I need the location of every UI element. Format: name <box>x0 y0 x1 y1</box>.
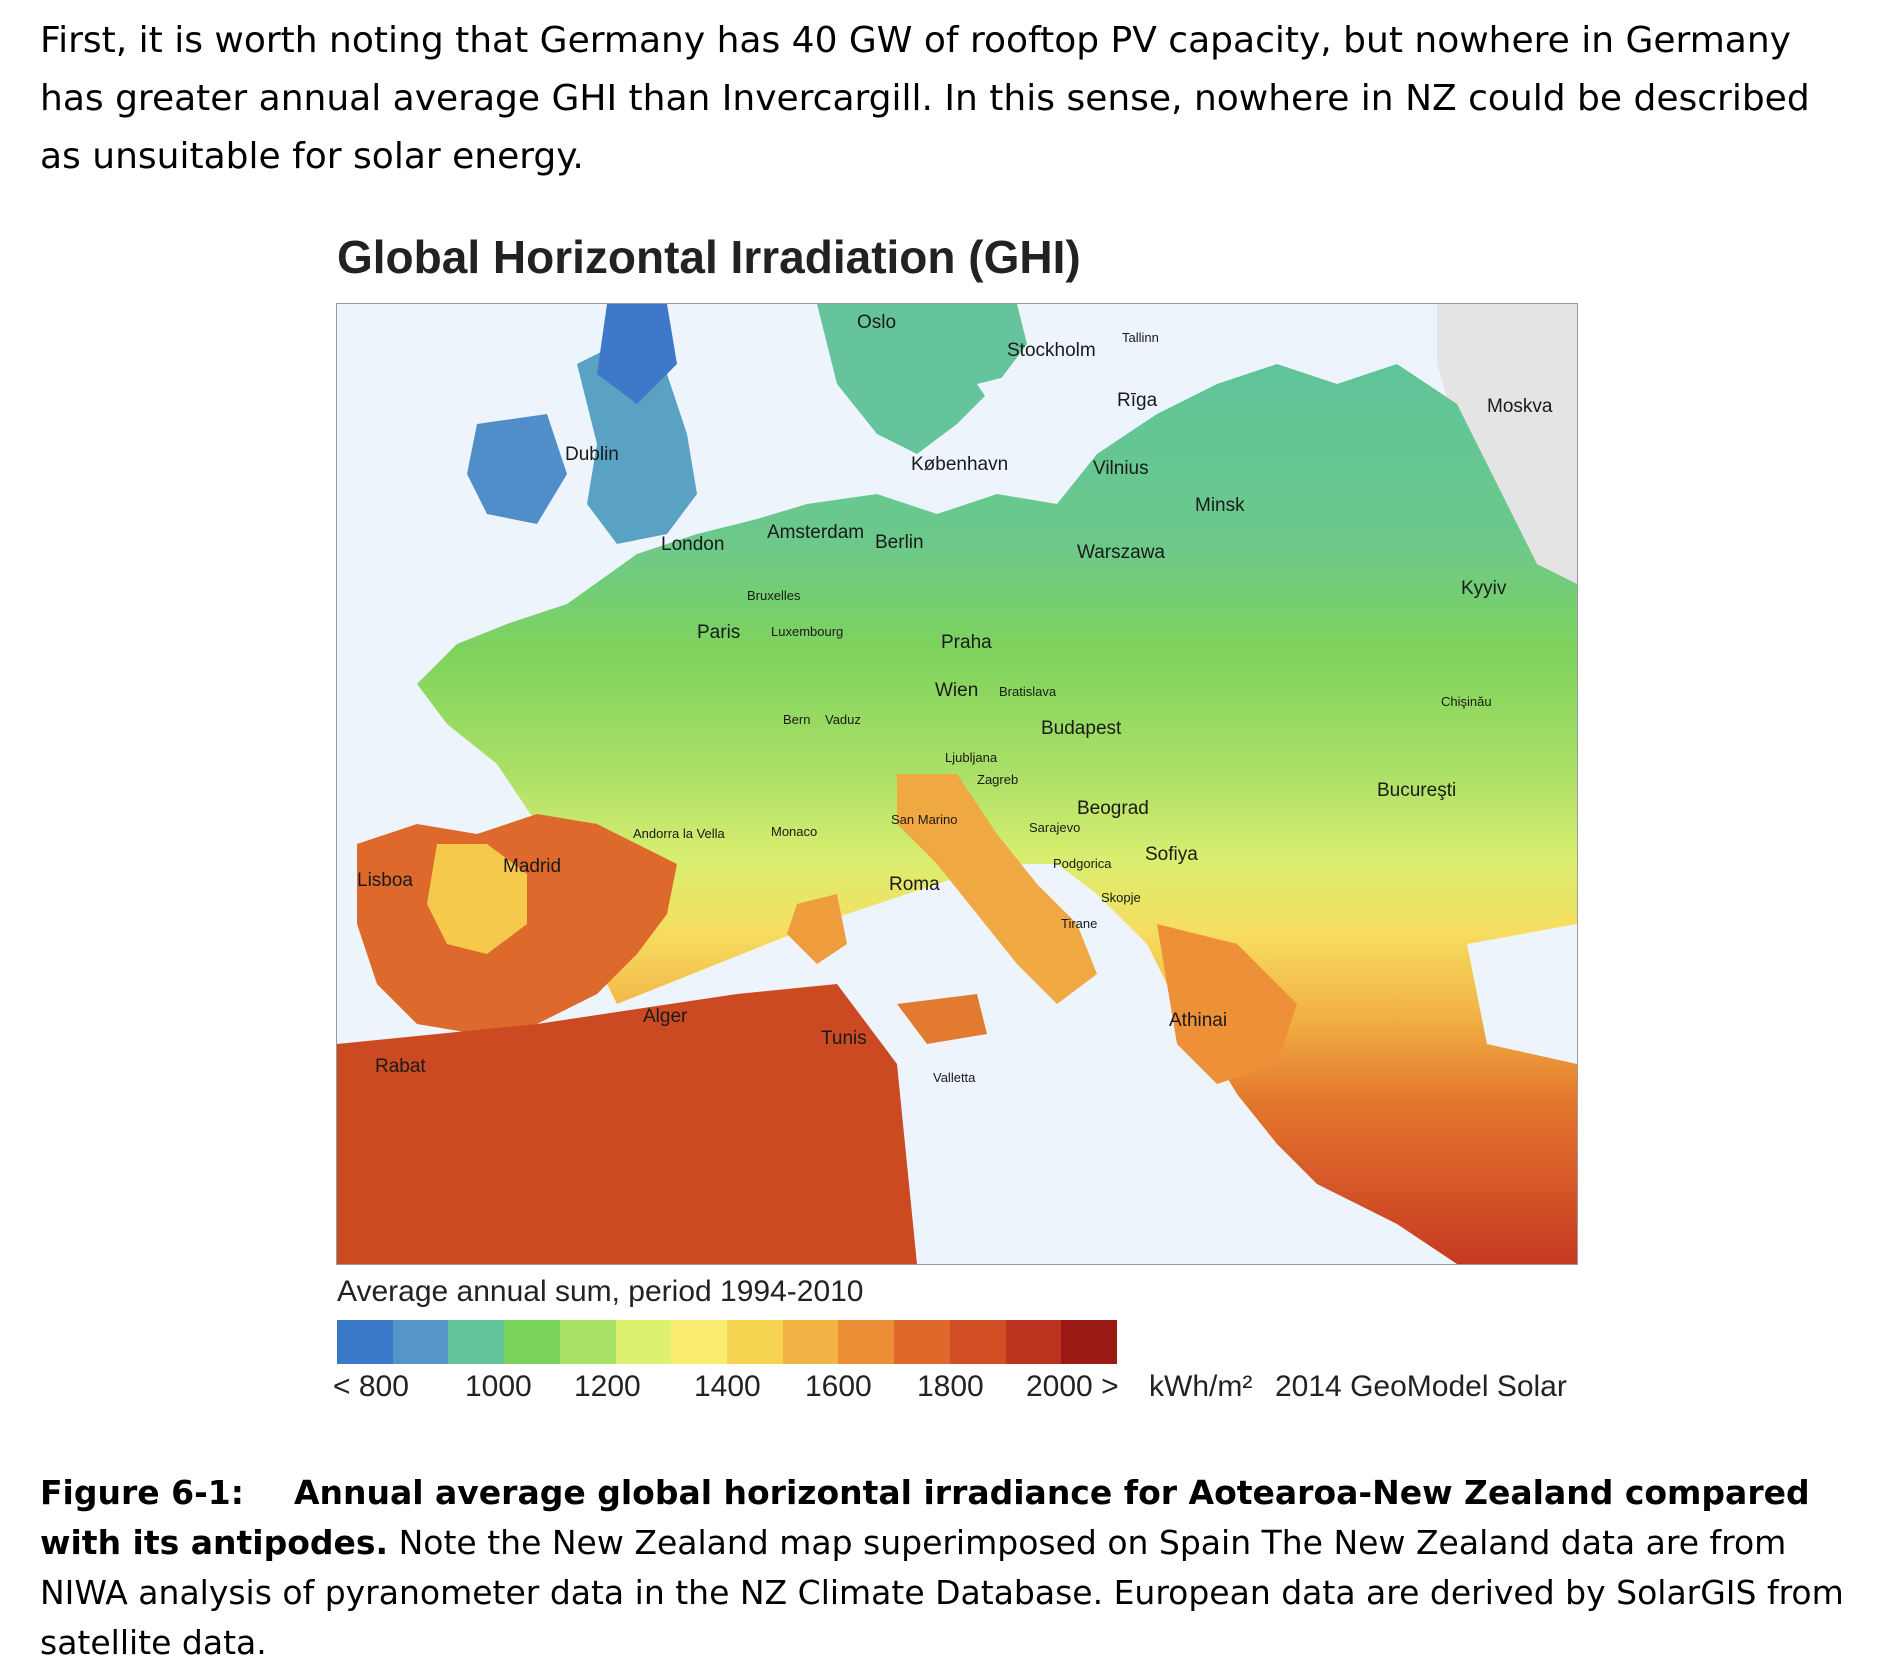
legend-swatch <box>560 1320 616 1364</box>
legend-tick-labels <box>333 1370 1633 1410</box>
legend-tick: 1200 <box>574 1370 641 1403</box>
city-san-marino: San Marino <box>891 812 958 827</box>
legend-swatch <box>448 1320 504 1364</box>
city-tirane: Tirane <box>1061 916 1098 931</box>
legend-swatch <box>783 1320 839 1364</box>
city-minsk: Minsk <box>1195 495 1245 516</box>
legend-tick: 2000 > <box>1026 1370 1119 1403</box>
ghi-map <box>336 303 1578 1265</box>
city-tunis: Tunis <box>821 1028 867 1049</box>
city-chisinau: Chişinău <box>1441 694 1492 709</box>
city-tallinn: Tallinn <box>1122 330 1159 345</box>
legend-swatch <box>337 1320 393 1364</box>
figure-caption <box>40 1468 1860 1668</box>
legend-swatch <box>393 1320 449 1364</box>
city-bratislava: Bratislava <box>999 684 1057 699</box>
legend-swatch <box>950 1320 1006 1364</box>
city-stockholm: Stockholm <box>1007 340 1096 361</box>
legend-swatch <box>671 1320 727 1364</box>
legend-tick: 1400 <box>694 1370 761 1403</box>
city-luxembourg: Luxembourg <box>771 624 844 639</box>
city-dublin: Dublin <box>565 444 619 465</box>
city-alger: Alger <box>643 1006 688 1027</box>
city-vaduz: Vaduz <box>825 712 861 727</box>
city-kyyiv: Kyyiv <box>1461 578 1507 599</box>
legend-credit: 2014 GeoModel Solar <box>1275 1370 1567 1403</box>
city-budapest: Budapest <box>1041 718 1122 739</box>
city-madrid: Madrid <box>503 856 562 877</box>
legend-unit: kWh/m² <box>1149 1370 1253 1403</box>
city-kobenhavn: København <box>911 454 1009 475</box>
city-valletta: Valletta <box>933 1070 976 1085</box>
city-rabat: Rabat <box>375 1056 426 1077</box>
city-beograd: Beograd <box>1077 798 1149 819</box>
figure-title: Global Horizontal Irradiation (GHI) <box>337 231 1081 283</box>
color-scale-legend <box>337 1320 1117 1364</box>
period-label: Average annual sum, period 1994-2010 <box>337 1275 864 1308</box>
city-podgorica: Podgorica <box>1053 856 1112 871</box>
city-warszawa: Warszawa <box>1077 542 1165 563</box>
legend-tick: 1800 <box>917 1370 984 1403</box>
city-andorra: Andorra la Vella <box>633 826 725 841</box>
legend-tick: 1600 <box>805 1370 872 1403</box>
legend-tick: < 800 <box>333 1370 409 1403</box>
legend-swatch <box>1061 1320 1117 1364</box>
city-bucuresti: Bucureşti <box>1377 780 1457 801</box>
city-praha: Praha <box>941 632 992 653</box>
city-riga: Rīga <box>1117 390 1158 411</box>
legend-swatch <box>504 1320 560 1364</box>
legend-swatch <box>894 1320 950 1364</box>
caption-title: Annual average global horizontal irradiance for Aotearoa-New Zealand compared with its antipodes. <box>40 1473 1810 1562</box>
city-oslo: Oslo <box>857 312 897 333</box>
legend-swatch <box>838 1320 894 1364</box>
city-london: London <box>661 534 725 555</box>
city-athinai: Athinai <box>1169 1010 1228 1031</box>
ghi-map-graphic <box>337 304 1577 1264</box>
legend-swatch <box>1006 1320 1062 1364</box>
city-sofiya: Sofiya <box>1145 844 1198 865</box>
city-monaco: Monaco <box>771 824 818 839</box>
intro-paragraph: First, it is worth noting that Germany has 40 GW of rooftop PV capacity, but nowhere in Germany has greater annual average GHI than Invercargill. In this sense, nowhere in NZ could be described as unsuitable for solar energy. <box>40 20 1810 177</box>
city-amsterdam: Amsterdam <box>767 522 865 543</box>
city-sarajevo: Sarajevo <box>1029 820 1081 835</box>
city-skopje: Skopje <box>1101 890 1141 905</box>
legend-tick: 1000 <box>465 1370 532 1403</box>
city-zagreb: Zagreb <box>977 772 1019 787</box>
city-wien: Wien <box>935 680 979 701</box>
city-bern: Bern <box>783 712 811 727</box>
city-bruxelles: Bruxelles <box>747 588 801 603</box>
city-ljubljana: Ljubljana <box>945 750 998 765</box>
legend-swatch <box>616 1320 672 1364</box>
city-vilnius: Vilnius <box>1093 458 1149 479</box>
legend-swatch <box>727 1320 783 1364</box>
caption-body: Note the New Zealand map superimposed on Spain The New Zealand data are from NIWA analysis of pyranometer data in the NZ Climate Database. European data are derived by SolarGIS from satellite data. <box>40 1523 1844 1662</box>
caption-label: Figure 6-1: <box>40 1473 244 1512</box>
city-lisboa: Lisboa <box>357 870 413 891</box>
city-paris: Paris <box>697 622 741 643</box>
city-roma: Roma <box>889 874 940 895</box>
city-berlin: Berlin <box>875 532 924 553</box>
city-moskva: Moskva <box>1487 396 1553 417</box>
